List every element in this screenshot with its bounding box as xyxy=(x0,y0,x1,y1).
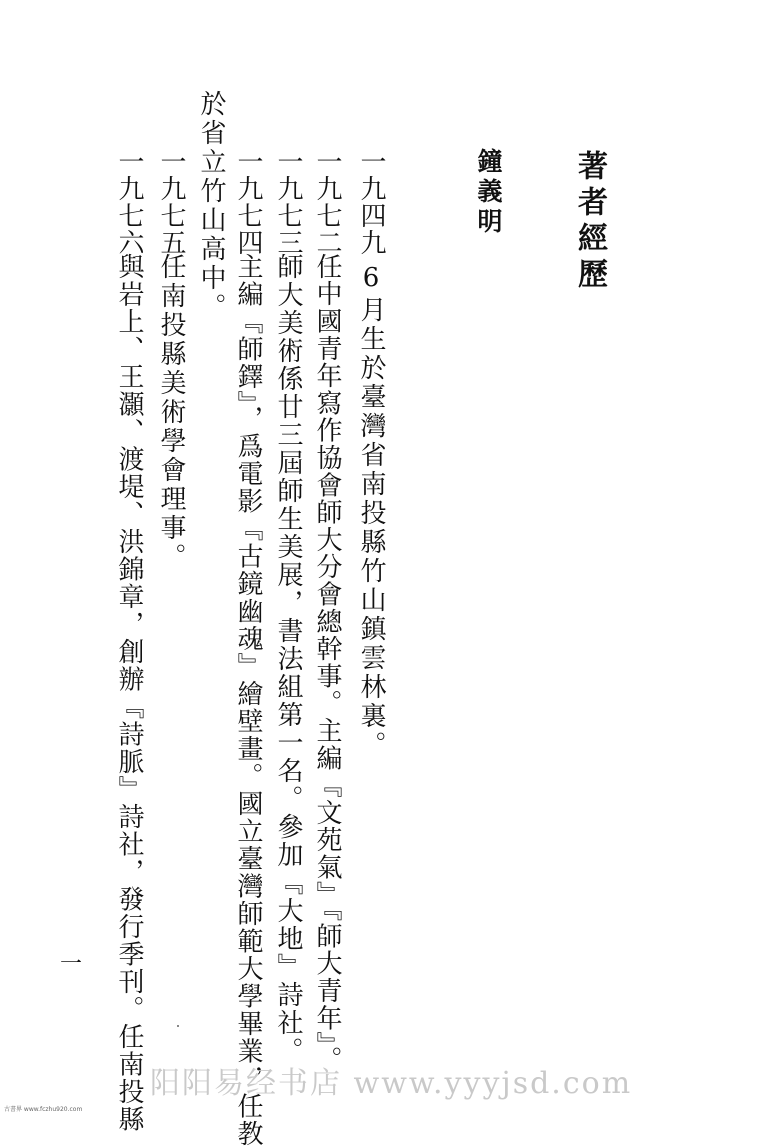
entry-text-1973: 師大美術係廿三屆師生美展，書法組第一名。參加『大地』詩社。 xyxy=(273,253,303,1065)
entry-year-1949: 一九四九 xyxy=(356,148,386,256)
entry-text-1949: 6月生於臺灣省南投縣竹山鎮雲林裏。 xyxy=(356,263,386,760)
entry-text-1976: 與岩上、王灝、渡堤、洪錦章，創辦『詩脈』詩社，發行季刊。任南投縣 xyxy=(114,253,144,1133)
entry-text-1974: 主編『師鐸』，爲電影『古鏡幽魂』繪壁畫。國立臺灣師範大學畢業，任教 xyxy=(233,253,263,1148)
scan-speck xyxy=(177,1025,179,1027)
entry-year-1973: 一九七三 xyxy=(273,148,303,256)
entry-year-1975: 一九七五 xyxy=(156,148,186,256)
author-name: 鐘義明 xyxy=(474,148,503,238)
entry-text-1972: 任中國青年寫作協會師大分會總幹事。主編『文苑氣』『師大青年』。 xyxy=(312,253,342,1074)
entry-text-1975: 任南投縣美術學會理事。 xyxy=(156,253,186,572)
entry-text-1974-continued: 於省立竹山高中。 xyxy=(196,90,226,322)
page-number: 一 xyxy=(60,952,83,977)
entry-year-1974: 一九七四 xyxy=(233,148,263,256)
entry-year-1976: 一九七六 xyxy=(114,148,144,256)
entry-year-1972: 一九七二 xyxy=(312,148,342,256)
watermark-text: 阳阳易经书店 www.yyyjsd.com xyxy=(150,1066,633,1101)
section-title: 著者經歷 xyxy=(572,150,607,294)
corner-credit: 古書界 www.fczhu920.com xyxy=(4,1106,83,1113)
